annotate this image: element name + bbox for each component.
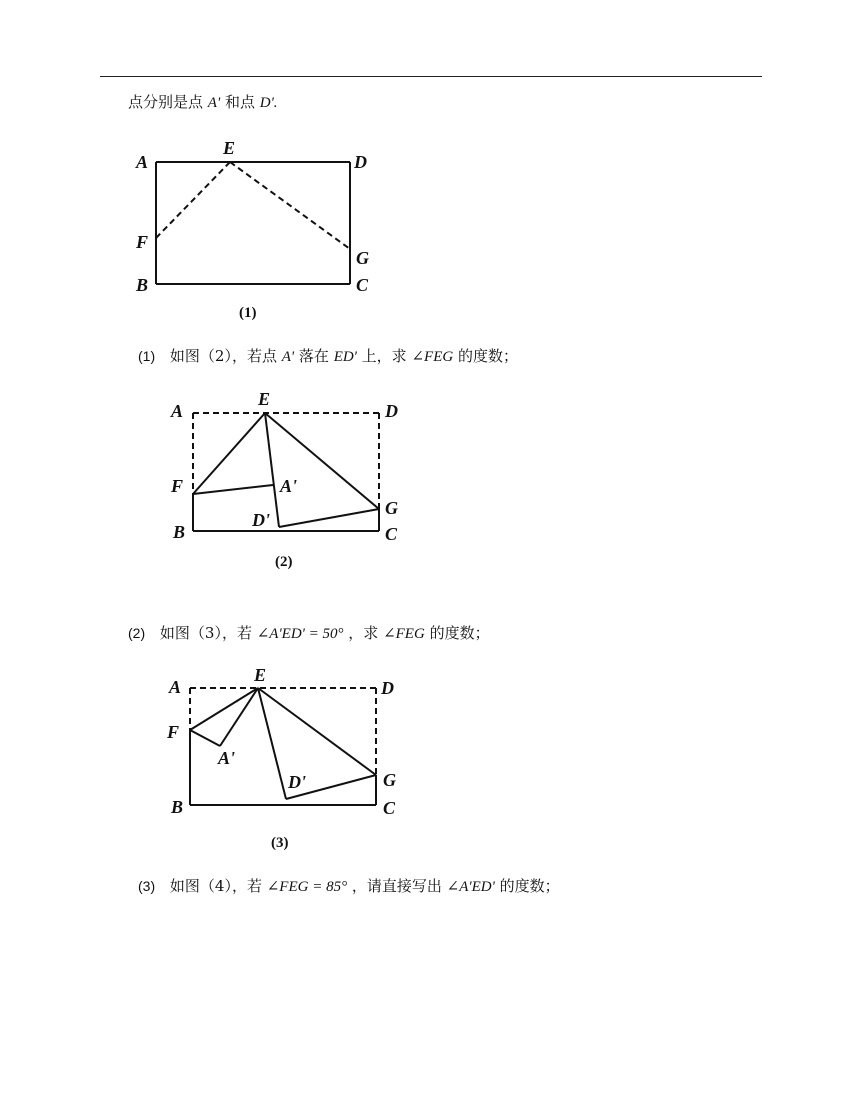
intro-line xyxy=(128,92,278,113)
intro-symbol-a: A' xyxy=(207,95,221,111)
label-a: A xyxy=(171,401,184,421)
label-c: C xyxy=(356,275,369,295)
intro-text-b: 和点 xyxy=(224,93,255,111)
label-e: E xyxy=(254,665,267,685)
label-a-prime: A' xyxy=(218,748,236,768)
header-rule xyxy=(100,76,762,77)
label-g: G xyxy=(383,770,396,790)
label-e: E xyxy=(258,389,271,409)
question-1-text: 上，求 xyxy=(361,347,407,365)
label-a: A xyxy=(136,152,149,172)
question-3-symbol: ∠FEG = 85° xyxy=(266,879,348,895)
intro-symbol-d: D'. xyxy=(259,95,278,111)
label-a-prime: A' xyxy=(280,476,298,496)
label-d-prime: D' xyxy=(252,510,270,530)
question-3-text: ，请直接写出 xyxy=(351,877,442,895)
question-2 xyxy=(128,623,490,644)
question-1-text: 如图（2），若点 xyxy=(169,347,277,365)
label-d: D xyxy=(385,401,398,421)
label-c: C xyxy=(383,798,396,818)
question-2-text: 如图（3），若 xyxy=(159,624,252,642)
label-c: C xyxy=(385,524,398,544)
label-e: E xyxy=(223,138,236,158)
question-2-text: ，求 xyxy=(348,624,379,642)
question-1-text: 落在 xyxy=(298,347,329,365)
question-3-number: (3) xyxy=(138,878,156,894)
label-f: F xyxy=(136,232,149,252)
intro-text-a: 点分别是点 xyxy=(128,93,204,111)
question-2-number: (2) xyxy=(128,625,146,641)
question-1 xyxy=(138,346,518,367)
question-1-number: (1) xyxy=(138,348,156,364)
question-1-symbol: A' xyxy=(281,349,295,365)
question-3-text: 如图（4），若 xyxy=(169,877,262,895)
label-f: F xyxy=(167,722,180,742)
label-d-prime: D' xyxy=(288,772,306,792)
label-d: D xyxy=(354,152,367,172)
question-1-text: 的度数； xyxy=(457,347,518,365)
label-g: G xyxy=(356,248,369,268)
label-b: B xyxy=(136,275,149,295)
label-g: G xyxy=(385,498,398,518)
label-f: F xyxy=(171,476,184,496)
figure-1 xyxy=(128,134,388,324)
question-2-symbol: ∠FEG xyxy=(383,626,425,642)
question-3 xyxy=(138,876,560,897)
question-3-text: 的度数； xyxy=(499,877,560,895)
question-2-symbol: ∠A'ED' = 50° xyxy=(256,626,344,642)
figure-1-caption: (1) xyxy=(239,305,257,321)
label-a: A xyxy=(169,677,182,697)
figure-2-caption: (2) xyxy=(275,554,293,570)
question-3-symbol: ∠A'ED' xyxy=(446,879,495,895)
label-d: D xyxy=(381,678,394,698)
label-b: B xyxy=(173,522,186,542)
figure-3-caption: (3) xyxy=(271,835,289,851)
figure-2 xyxy=(165,386,415,576)
question-1-symbol: ∠FEG xyxy=(411,349,454,365)
question-2-text: 的度数； xyxy=(429,624,490,642)
figure-3 xyxy=(165,660,415,860)
label-b: B xyxy=(171,797,184,817)
question-1-symbol: ED' xyxy=(333,349,357,365)
